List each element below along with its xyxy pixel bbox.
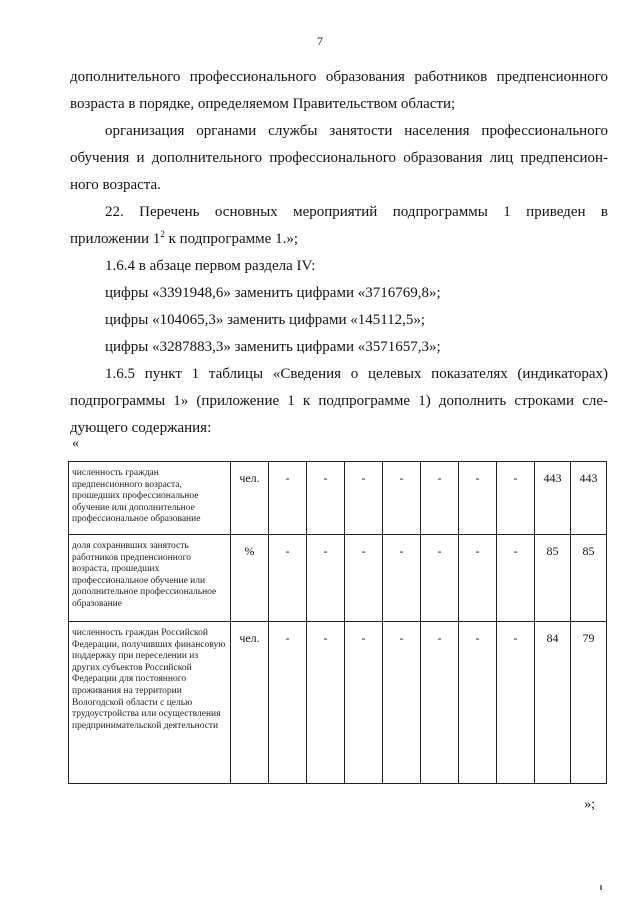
body-text — [70, 118, 608, 199]
paragraph-text: приложении 1 — [70, 231, 161, 247]
paragraph-line: дующего содержания: — [70, 420, 212, 436]
indicator-value: 84 — [535, 622, 571, 784]
paragraph-line: организация органами службы занятости населения профессионального — [105, 123, 608, 139]
table-row — [69, 535, 607, 622]
opening-quote: « — [72, 436, 79, 451]
indicator-name: численность граждан предпенсионного возраста, прошедших профессиональное обучение или дополнительное профессиональное образование — [69, 462, 231, 535]
paragraph-line — [70, 226, 608, 253]
table-cell: - — [383, 535, 421, 622]
table-cell: - — [459, 535, 497, 622]
table-cell: - — [383, 622, 421, 784]
table-cell: - — [269, 535, 307, 622]
table-row — [69, 462, 607, 535]
superscript: 2 — [160, 229, 165, 239]
indicator-name: численность граждан Российской Федерации, получивших финансовую поддержку при переселении из других субъектов Российской Федерации для постоянного проживания на территории Вологодской области с целью трудоустройства или осуществления предпринимательской деятельности — [69, 622, 231, 784]
paragraph-line: цифры «3391948,6» заменить цифрами «3716769,8»; — [105, 285, 441, 301]
indicators-table — [68, 461, 607, 784]
paragraph-line: дополнительного профессионального образования работников предпенсионного — [70, 69, 608, 85]
table-cell: - — [307, 462, 345, 535]
table-cell: - — [345, 622, 383, 784]
scan-mark — [600, 885, 602, 890]
table-cell: - — [497, 462, 535, 535]
paragraph-line: обучения и дополнительного профессионального образования лиц предпенсион- — [70, 150, 608, 166]
table-cell: - — [307, 535, 345, 622]
paragraph-line: возраста в порядке, определяемом Правительством области; — [70, 96, 456, 112]
paragraph-line: ного возраста. — [70, 177, 161, 193]
table-cell: - — [269, 462, 307, 535]
table-cell: - — [459, 462, 497, 535]
indicator-value: 85 — [571, 535, 607, 622]
table-cell: - — [497, 535, 535, 622]
indicator-unit: чел. — [231, 622, 269, 784]
table-cell: - — [383, 462, 421, 535]
table-cell: - — [421, 622, 459, 784]
paragraph-line: цифры «104065,3» заменить цифрами «145112,5»; — [105, 312, 426, 328]
table-cell: - — [497, 622, 535, 784]
body-text — [70, 199, 608, 442]
indicator-unit: % — [231, 535, 269, 622]
table-cell: - — [459, 622, 497, 784]
paragraph-line: 1.6.5 пункт 1 таблицы «Сведения о целевых показателях (индикаторах) — [105, 366, 608, 382]
table-cell: - — [269, 622, 307, 784]
body-text — [70, 64, 608, 118]
closing-quote: »; — [584, 797, 595, 812]
indicator-name: доля сохранивших занятость работников предпенсионного возраста, прошедших профессиональное обучение или дополнительное профессиональное образование — [69, 535, 231, 622]
paragraph-line: 1.6.4 в абзаце первом раздела IV: — [105, 258, 316, 274]
table-cell: - — [345, 535, 383, 622]
table-row — [69, 622, 607, 784]
indicator-value: 85 — [535, 535, 571, 622]
paragraph-line: цифры «3287883,3» заменить цифрами «3571657,3»; — [105, 339, 441, 355]
table-cell: - — [307, 622, 345, 784]
indicator-value: 443 — [571, 462, 607, 535]
table-cell: - — [345, 462, 383, 535]
indicator-value: 443 — [535, 462, 571, 535]
paragraph-line: 22. Перечень основных мероприятий подпрограммы 1 приведен в — [105, 204, 608, 220]
paragraph-line: подпрограммы 1» (приложение 1 к подпрограмме 1) дополнить строками сле- — [70, 393, 608, 409]
paragraph-text: к подпрограмме 1.»; — [164, 231, 298, 247]
table-cell: - — [421, 462, 459, 535]
indicator-value: 79 — [571, 622, 607, 784]
table-cell: - — [421, 535, 459, 622]
page-number: 7 — [317, 34, 323, 48]
indicator-unit: чел. — [231, 462, 269, 535]
